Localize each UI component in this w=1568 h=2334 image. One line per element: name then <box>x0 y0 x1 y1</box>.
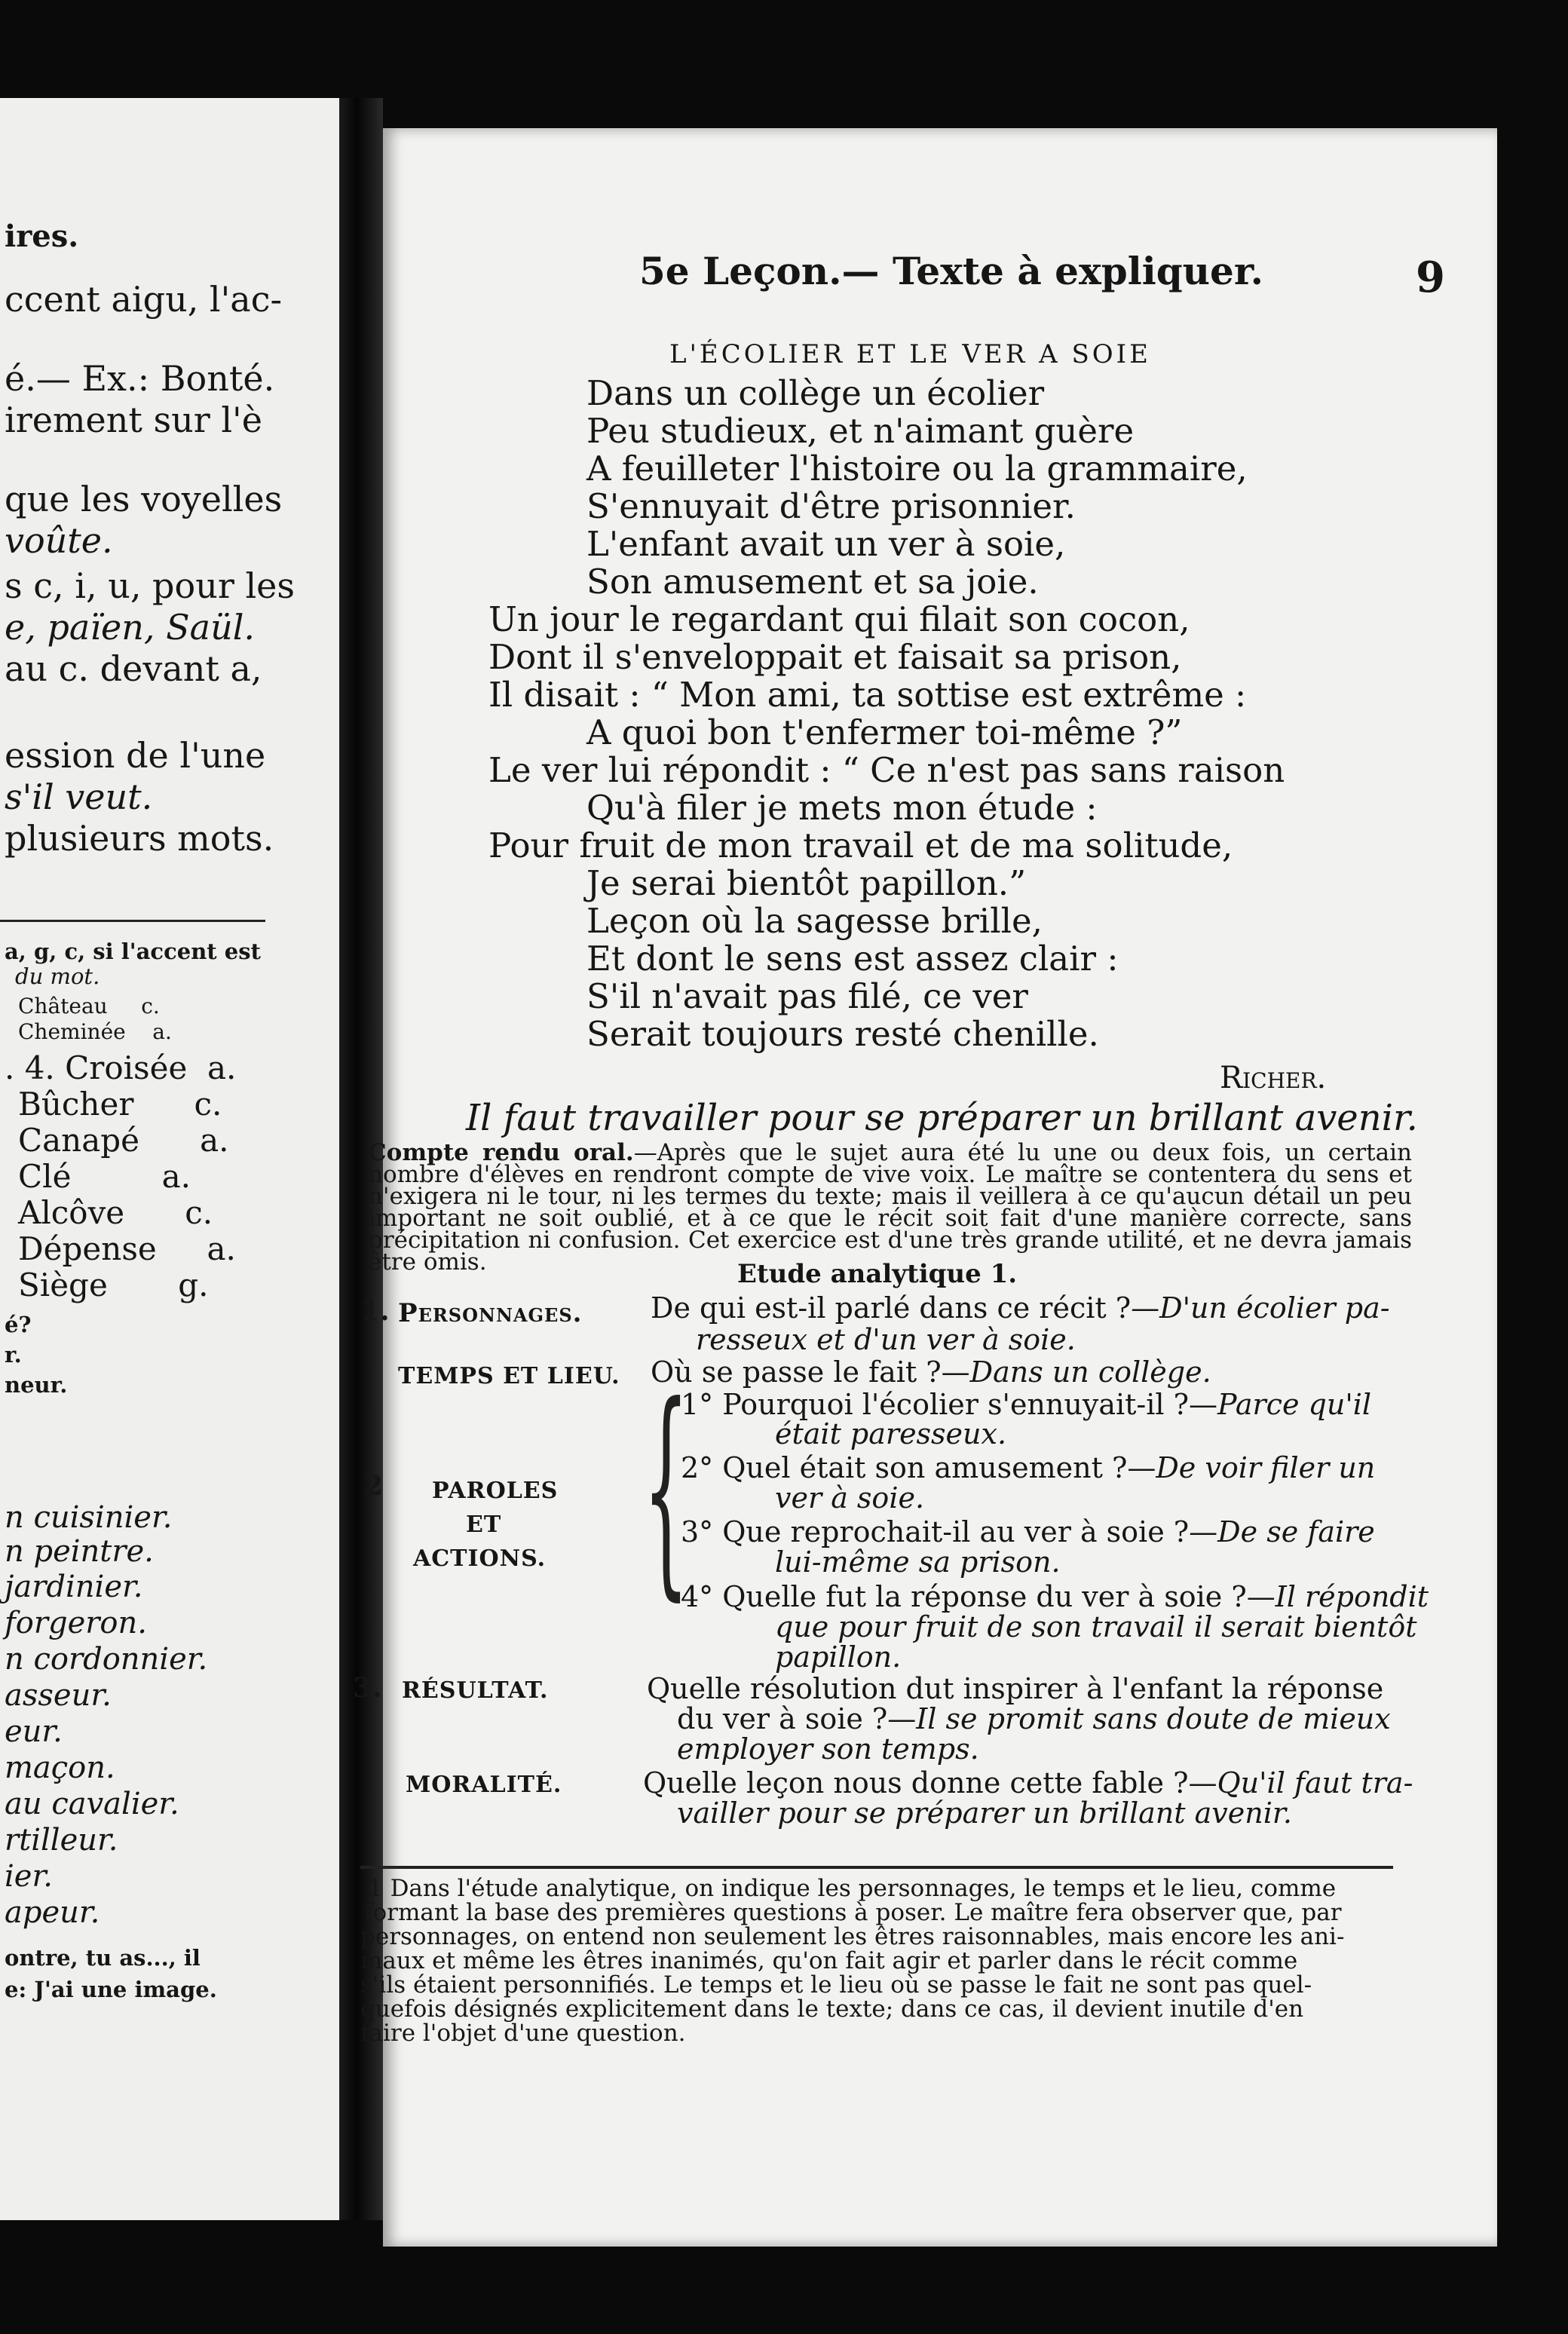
footnote-line: 1 Dans l'étude analytique, on indique les personnages, le temps et le lieu, comme <box>368 1875 1337 1902</box>
answer-text: employer son temps. <box>677 1732 979 1766</box>
left-line: n peintre. <box>5 1534 154 1569</box>
footnote-line: quefois désignés explicitement dans le texte; dans ce cas, il devient inutile d'en <box>360 1996 1304 2023</box>
poem-line: Leçon où la sagesse brille, <box>586 901 1043 941</box>
left-line: ession de l'une <box>5 735 266 776</box>
answer-text: Dans un collège. <box>969 1355 1211 1389</box>
resultat-label: RÉSULTAT. <box>402 1677 549 1704</box>
poem-line: Il disait : “ Mon ami, ta sottise est extrême : <box>488 675 1247 715</box>
resultat-answer-cont <box>677 1734 979 1765</box>
moralite-question <box>643 1768 1413 1799</box>
left-line: asseur. <box>5 1678 112 1713</box>
left-line: eur. <box>5 1714 63 1749</box>
left-divider <box>0 920 265 922</box>
poem-author: Richer. <box>1220 1061 1327 1095</box>
compte-rendu-text: —Après que le sujet aura été lu une ou deux fois, un certain nombre d'élèves en rendront compte de vive voix. Le maître se contentera du sens et n'exigera ni le tour, ni les termes du texte; mais il veillera à ce qu'aucun détail un peu important ne soit oublié, et à ce que le récit soit fait d'une manière correcte, sans précipitation ni confusion. Cet exercice est d'une très grande utilité, et ne devra jamais être omis. <box>368 1139 1412 1276</box>
answer-text: resseux et d'un ver à soie. <box>696 1323 1076 1356</box>
left-line: du mot. <box>15 963 100 989</box>
paroles-label: ET <box>466 1512 502 1538</box>
answer-text: Qu'il faut tra- <box>1217 1766 1413 1800</box>
left-line: Château c. <box>18 994 160 1018</box>
paroles-brace: { <box>643 1357 690 1620</box>
temps-question <box>651 1357 1211 1388</box>
personnages-label: Personnages. <box>398 1298 583 1328</box>
left-line: e: J'ai une image. <box>5 1977 217 2002</box>
resultat-number: 3. <box>353 1672 383 1704</box>
poem-line: Et dont le sens est assez clair : <box>586 939 1119 979</box>
left-line: jardinier. <box>5 1570 143 1604</box>
left-line: . 4. Croisée a. <box>5 1049 237 1086</box>
answer-text: Parce qu'il <box>1217 1388 1372 1421</box>
question-text: 2° Quel était son amusement ?— <box>681 1451 1156 1484</box>
left-line: n cordonnier. <box>5 1642 208 1677</box>
left-line: apeur. <box>5 1895 100 1930</box>
answer-text: papillon. <box>775 1640 902 1674</box>
left-line: a, g, c, si l'accent est <box>5 939 261 964</box>
lesson-title: 5e Leçon.— Texte à expliquer. <box>639 249 1264 293</box>
left-line: maçon. <box>5 1750 115 1785</box>
moralite-label: MORALITÉ. <box>406 1772 562 1798</box>
question-text: Où se passe le fait ?— <box>651 1355 970 1389</box>
paroles-a4-cont2 <box>775 1642 901 1673</box>
poem-title: L'ÉCOLIER ET LE VER A SOIE <box>669 339 1151 369</box>
footnote-line: s'ils étaient personnifiés. Le temps et le lieu où se passe le fait ne sont pas quel- <box>360 1971 1312 1999</box>
question-text: 4° Quelle fut la réponse du ver à soie ?— <box>681 1580 1276 1613</box>
paroles-label: PAROLES <box>432 1478 559 1504</box>
poem-line: A quoi bon t'enfermer toi-même ?” <box>586 712 1183 752</box>
poem-line: Un jour le regardant qui filait son cocon, <box>488 599 1190 639</box>
left-line: e, païen, Saül. <box>5 607 256 648</box>
left-line: ontre, tu as..., il <box>5 1945 201 1971</box>
left-line: Siège g. <box>18 1267 209 1303</box>
poem-line: Dans un collège un écolier <box>586 373 1045 413</box>
paroles-a2-cont <box>775 1483 924 1514</box>
left-line: Canapé a. <box>18 1122 229 1159</box>
answer-text: ver à soie. <box>775 1481 925 1515</box>
answer-text: était paresseux. <box>775 1417 1007 1450</box>
paroles-label: ACTIONS. <box>413 1545 547 1572</box>
poem-line: Peu studieux, et n'aimant guère <box>586 411 1135 451</box>
answer-text: De se faire <box>1217 1515 1375 1548</box>
resultat-question: Quelle résolution dut inspirer à l'enfant la réponse <box>647 1672 1384 1705</box>
left-page <box>0 98 339 2220</box>
moralite-answer-cont <box>677 1798 1292 1829</box>
question-text: De qui est-il parlé dans ce récit ?— <box>651 1291 1160 1325</box>
left-line: Cheminée a. <box>18 1019 172 1044</box>
left-line: neur. <box>5 1372 68 1398</box>
left-line: n cuisinier. <box>5 1500 173 1535</box>
left-line: r. <box>5 1342 22 1368</box>
paroles-a1-cont <box>775 1419 1006 1450</box>
right-page <box>353 128 1497 2247</box>
poem-line: Son amusement et sa joie. <box>586 562 1039 602</box>
paroles-q1 <box>681 1389 1371 1420</box>
left-line: é? <box>5 1312 32 1337</box>
poem-line: Qu'à filer je mets mon étude : <box>586 788 1098 828</box>
resultat-question-cont <box>677 1704 1391 1735</box>
left-line: irement sur l'è <box>5 400 262 440</box>
left-line: Bûcher c. <box>18 1086 222 1123</box>
left-line: s'il veut. <box>5 776 153 817</box>
left-line: voûte. <box>5 520 113 561</box>
answer-text: vailler pour se préparer un brillant avenir. <box>677 1796 1292 1830</box>
poem-line: Serait toujours resté chenille. <box>586 1014 1099 1054</box>
paroles-a4-cont <box>775 1612 1416 1643</box>
poem-line: Le ver lui répondit : “ Ce n'est pas sans raison <box>488 750 1285 790</box>
left-line: Dépense a. <box>18 1230 236 1267</box>
etude-title: Etude analytique 1. <box>737 1259 1018 1289</box>
compte-rendu-label: Compte rendu oral. <box>368 1139 634 1166</box>
question-text: 1° Pourquoi l'écolier s'ennuyait-il ?— <box>681 1388 1217 1421</box>
answer-text: lui-même sa prison. <box>775 1545 1061 1579</box>
left-line: Clé a. <box>18 1158 191 1195</box>
question-text: Quelle leçon nous donne cette fable ?— <box>643 1766 1217 1800</box>
footnote-line: formant la base des premières questions à poser. Le maître fera observer que, par <box>364 1899 1342 1926</box>
answer-text: Il se promit sans doute de mieux <box>916 1702 1391 1735</box>
left-line: é.— Ex.: Bonté. <box>5 358 275 399</box>
paroles-number: 2 <box>364 1470 384 1502</box>
left-line: rtilleur. <box>5 1823 118 1858</box>
personnages-question <box>651 1293 1390 1324</box>
poem-maxim: Il faut travailler pour se préparer un brillant avenir. <box>466 1097 1418 1139</box>
answer-text: D'un écolier pa- <box>1159 1291 1390 1325</box>
left-line: plusieurs mots. <box>5 818 274 859</box>
paroles-q4 <box>681 1582 1429 1613</box>
question-text: 3° Que reprochait-il au ver à soie ?— <box>681 1515 1218 1548</box>
personnages-answer-cont <box>696 1325 1076 1355</box>
answer-text: Il répondit <box>1275 1580 1429 1613</box>
left-line: au c. devant a, <box>5 648 262 689</box>
paroles-a3-cont <box>775 1547 1061 1578</box>
answer-text: De voir filer un <box>1156 1451 1376 1484</box>
poem-line: S'il n'avait pas filé, ce ver <box>586 976 1028 1016</box>
answer-text: que pour fruit de son travail il serait bientôt <box>775 1610 1417 1643</box>
page-number: 9 <box>1416 253 1445 302</box>
footnote-line: personnages, on entend non seulement les êtres raisonnables, mais encore les ani- <box>360 1923 1345 1950</box>
question-text: du ver à soie ?— <box>677 1702 917 1735</box>
footnote-line: faire l'objet d'une question. <box>360 2020 686 2047</box>
footnote-line: maux et même les êtres inanimés, qu'on fait agir et parler dans le récit comme <box>360 1947 1298 1974</box>
personnages-number: 1. <box>360 1295 390 1327</box>
left-line: ier. <box>5 1859 53 1894</box>
left-line: au cavalier. <box>5 1787 179 1821</box>
left-line: Alcôve c. <box>18 1194 213 1231</box>
left-line: forgeron. <box>5 1606 147 1640</box>
left-line: que les voyelles <box>5 479 283 519</box>
poem-line: Pour fruit de mon travail et de ma solitude, <box>488 825 1233 865</box>
poem-line: Je serai bientôt papillon.” <box>586 863 1027 903</box>
poem-line: L'enfant avait un ver à soie, <box>586 524 1066 564</box>
paroles-q2 <box>681 1453 1375 1484</box>
poem-line: Dont il s'enveloppait et faisait sa prison, <box>488 637 1182 677</box>
poem-line: A feuilleter l'histoire ou la grammaire, <box>586 449 1248 489</box>
left-line: ccent aigu, l'ac- <box>5 279 283 320</box>
poem-line: S'ennuyait d'être prisonnier. <box>586 486 1076 526</box>
left-line: s c, i, u, pour les <box>5 565 295 606</box>
paroles-q3 <box>681 1517 1375 1548</box>
footnote-rule <box>360 1866 1393 1869</box>
temps-label: TEMPS ET LIEU. <box>398 1363 620 1389</box>
left-line: ires. <box>5 219 79 254</box>
